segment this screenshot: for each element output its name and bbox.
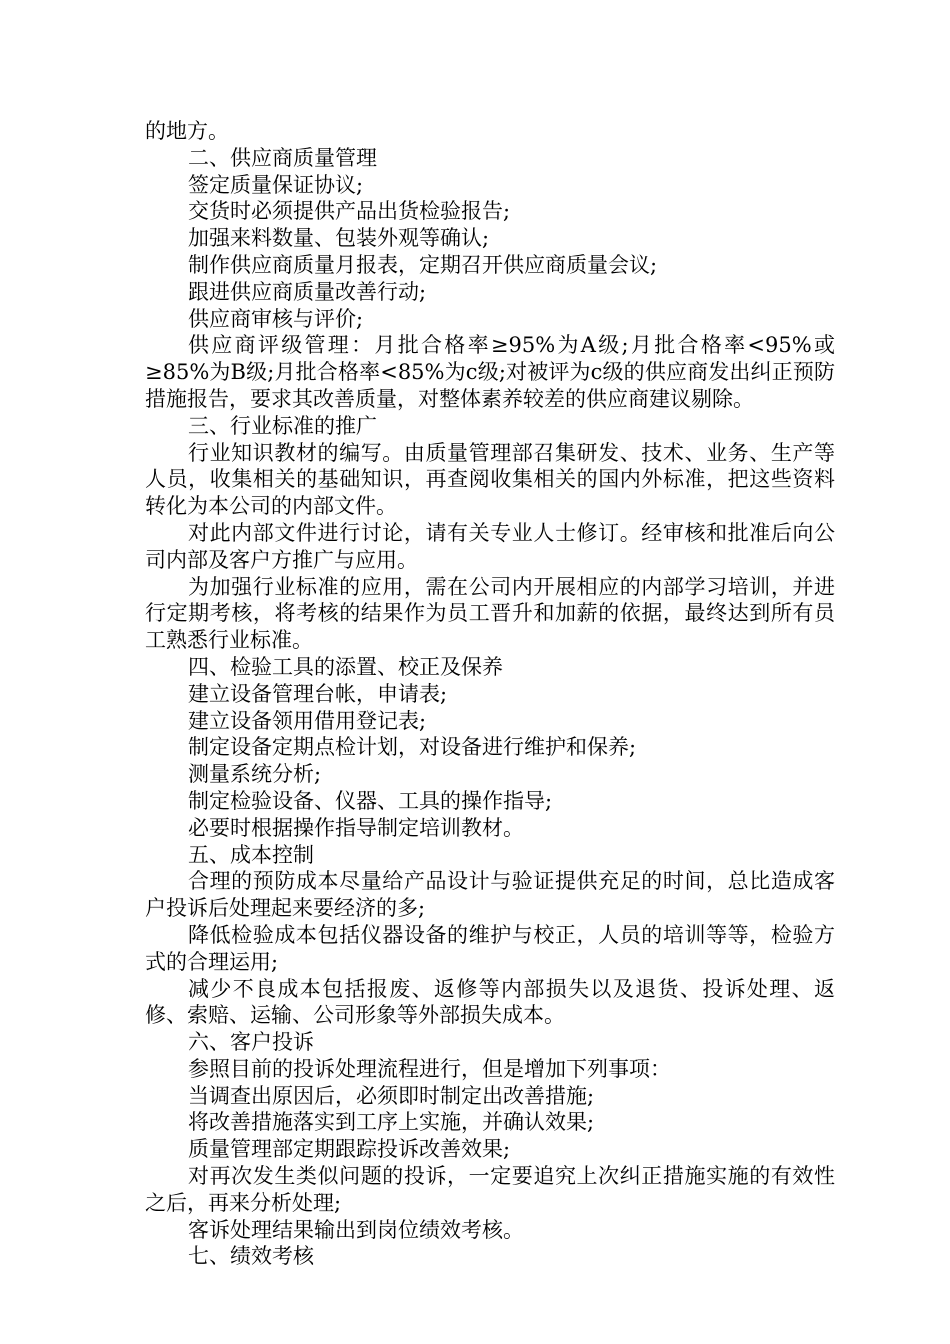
- list-item: 制定检验设备、仪器、工具的操作指导;: [188, 788, 553, 813]
- paragraph: 对再次发生类似问题的投诉，一定要追究上次纠正措施实施的有效性之后，再来分析处理;: [145, 1164, 835, 1215]
- list-item: 参照目前的投诉处理流程进行，但是增加下列事项：: [188, 1056, 671, 1081]
- list-item: 供应商审核与评价;: [188, 306, 364, 331]
- list-item: 必要时根据操作指导制定培训教材。: [188, 815, 524, 840]
- paragraph: 的地方。: [145, 119, 229, 143]
- section-heading: 六、客户投诉: [188, 1030, 314, 1055]
- paragraph: 为加强行业标准的应用，需在公司内开展相应的内部学习培训，并进行定期考核，将考核的结果作为员工晋升和加薪的依据，最终达到所有员工熟悉行业标准。: [145, 574, 835, 653]
- section-heading: 四、检验工具的添置、校正及保养: [188, 654, 503, 679]
- list-item: 加强来料数量、包装外观等确认;: [188, 226, 490, 251]
- list-item: 建立设备管理台帐，申请表;: [188, 681, 448, 706]
- list-item: 客诉处理结果输出到岗位绩效考核。: [188, 1217, 524, 1242]
- section-heading: 七、绩效考核: [188, 1244, 314, 1269]
- paragraph: 合理的预防成本尽量给产品设计与验证提供充足的时间，总比造成客户投诉后处理起来要经济的多;: [145, 869, 835, 921]
- list-item: 将改善措施落实到工序上实施，并确认效果;: [188, 1110, 595, 1135]
- paragraph: 供应商评级管理：月批合格率≥95%为A级;月批合格率<95%或≥85%为B级;月批合格率<85%为c级;对被评为c级的供应商发出纠正预防措施报告，要求其改善质量，对整体素养较差的供应商建议剔除。: [145, 333, 835, 411]
- paragraph: 降低检验成本包括仪器设备的维护与校正，人员的培训等等，检验方式的合理运用;: [145, 922, 835, 974]
- list-item: 跟进供应商质量改善行动;: [188, 279, 427, 304]
- list-item: 测量系统分析;: [188, 762, 322, 787]
- list-item: 当调查出原因后，必须即时制定出改善措施;: [188, 1083, 595, 1108]
- list-item: 制作供应商质量月报表，定期召开供应商质量会议;: [188, 252, 658, 277]
- list-item: 制定设备定期点检计划，对设备进行维护和保养;: [188, 735, 637, 760]
- paragraph: 行业知识教材的编写。由质量管理部召集研发、技术、业务、生产等人员，收集相关的基础知识，再查阅收集相关的国内外标准，把这些资料转化为本公司的内部文件。: [145, 440, 835, 519]
- paragraph: 对此内部文件进行讨论，请有关专业人士修订。经审核和批准后向公司内部及客户方推广与应用。: [145, 520, 835, 572]
- paragraph: 减少不良成本包括报废、返修等内部损失以及退货、投诉处理、返修、索赔、运输、公司形象等外部损失成本。: [145, 976, 835, 1028]
- document-body: [145, 118, 835, 1270]
- list-item: 质量管理部定期跟踪投诉改善效果;: [188, 1137, 511, 1162]
- list-item: 交货时必须提供产品出货检验报告;: [188, 199, 511, 224]
- list-item: 建立设备领用借用登记表;: [188, 708, 427, 733]
- section-heading: 五、成本控制: [188, 842, 314, 867]
- list-item: 签定质量保证协议;: [188, 172, 364, 197]
- section-heading: 三、行业标准的推广: [188, 413, 377, 438]
- section-heading: 二、供应商质量管理: [188, 145, 377, 170]
